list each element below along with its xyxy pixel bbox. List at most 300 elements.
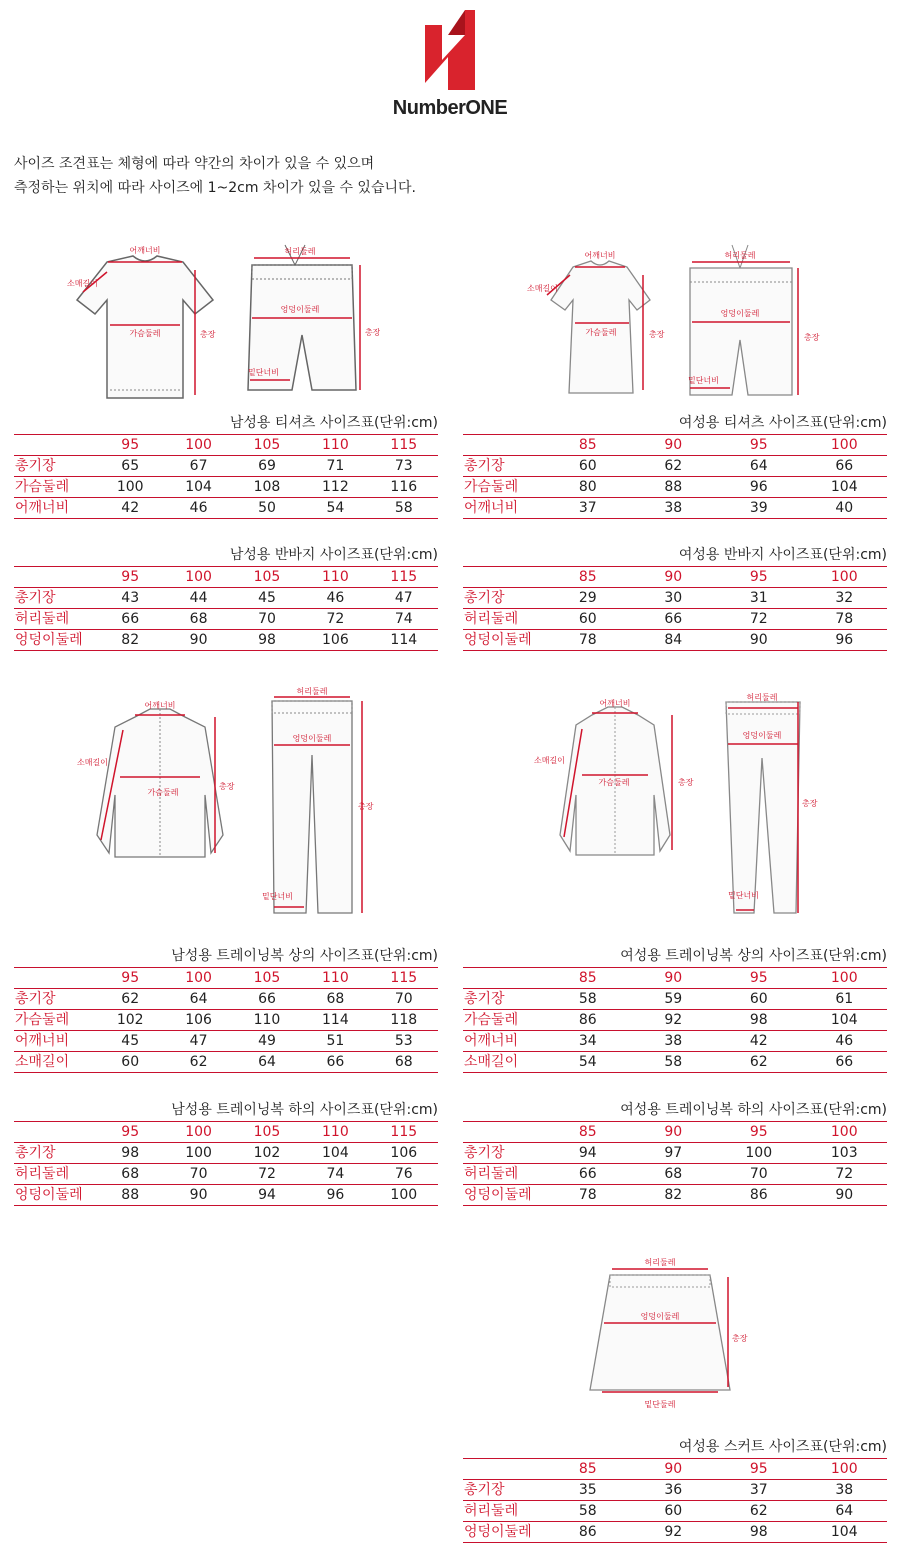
table-row bbox=[14, 989, 438, 1010]
table-row bbox=[14, 1164, 438, 1185]
table-row bbox=[14, 1185, 438, 1206]
table-women-training-top bbox=[463, 945, 887, 1073]
table-cell: 102 bbox=[253, 1145, 281, 1161]
size-header-cell: 95 bbox=[121, 1124, 140, 1140]
size-header-cell: 100 bbox=[185, 970, 212, 986]
table-row bbox=[14, 630, 438, 651]
table-cell: 100 bbox=[745, 1145, 773, 1161]
table-cell: 82 bbox=[664, 1187, 683, 1203]
table-cell: 70 bbox=[258, 611, 276, 627]
size-header-cell: 115 bbox=[390, 437, 418, 453]
row-label: 허리둘레 bbox=[464, 1166, 519, 1182]
table-cell: 60 bbox=[578, 458, 597, 474]
table-cell: 60 bbox=[664, 1503, 683, 1519]
table-cell: 72 bbox=[258, 1166, 276, 1182]
figure-women-tshirt bbox=[525, 245, 675, 405]
size-table bbox=[14, 434, 438, 519]
table-row bbox=[463, 630, 887, 651]
size-header-cell: 95 bbox=[121, 970, 140, 986]
notice-line-1: 사이즈 조견표는 체형에 따라 약간의 차이가 있을 수 있으며 bbox=[14, 156, 375, 172]
header-blank-cell bbox=[14, 435, 96, 456]
table-cell: 96 bbox=[835, 632, 854, 648]
label-waist: 허리둘레 bbox=[296, 687, 328, 696]
table-cell: 46 bbox=[835, 1033, 854, 1049]
header-blank-cell bbox=[14, 567, 96, 588]
table-cell: 98 bbox=[121, 1145, 140, 1161]
label-hip: 엉덩이둘레 bbox=[720, 309, 760, 318]
row-label: 총기장 bbox=[15, 1145, 56, 1161]
table-cell: 78 bbox=[578, 632, 597, 648]
table-cell: 37 bbox=[749, 1482, 768, 1498]
row-label: 가슴둘레 bbox=[464, 479, 519, 495]
table-cell: 50 bbox=[258, 500, 276, 516]
table-row bbox=[14, 1010, 438, 1031]
table-cell: 106 bbox=[322, 632, 349, 648]
table-cell: 69 bbox=[258, 458, 276, 474]
table-row bbox=[14, 588, 438, 609]
table-row bbox=[463, 1031, 887, 1052]
label-hem: 밑단너비 bbox=[688, 376, 719, 385]
table-header-row bbox=[463, 567, 887, 588]
label-sleeve: 소매길이 bbox=[534, 756, 565, 765]
row-label: 소매길이 bbox=[464, 1054, 519, 1070]
table-cell: 90 bbox=[749, 632, 768, 648]
table-cell: 68 bbox=[394, 1054, 413, 1070]
table-cell: 74 bbox=[326, 1166, 345, 1182]
table-cell: 64 bbox=[258, 1054, 276, 1070]
table-cell: 73 bbox=[394, 458, 413, 474]
brand-logo bbox=[370, 5, 530, 130]
table-cell: 42 bbox=[749, 1033, 768, 1049]
table-row bbox=[463, 477, 887, 498]
label-shoulder: 어깨너비 bbox=[584, 251, 616, 260]
table-cell: 100 bbox=[185, 1145, 212, 1161]
table-cell: 98 bbox=[258, 632, 276, 648]
table-row bbox=[463, 456, 887, 477]
table-row bbox=[463, 1522, 887, 1543]
size-header-cell: 90 bbox=[664, 569, 683, 585]
label-length: 총장 bbox=[358, 802, 374, 811]
table-cell: 114 bbox=[322, 1012, 349, 1028]
table-cell: 62 bbox=[189, 1054, 208, 1070]
table-cell: 70 bbox=[749, 1166, 768, 1182]
header-blank-cell bbox=[463, 567, 545, 588]
table-cell: 29 bbox=[578, 590, 597, 606]
size-table bbox=[463, 967, 887, 1073]
label-sleeve: 소매길이 bbox=[67, 279, 98, 288]
table-cell: 72 bbox=[749, 611, 768, 627]
size-table bbox=[14, 566, 438, 651]
table-cell: 104 bbox=[830, 1012, 858, 1028]
table-row bbox=[14, 1031, 438, 1052]
table-header-row bbox=[463, 1459, 887, 1480]
table-cell: 98 bbox=[749, 1524, 768, 1540]
table-cell: 68 bbox=[189, 611, 208, 627]
table-row bbox=[463, 498, 887, 519]
label-length: 총장 bbox=[804, 333, 820, 342]
size-table bbox=[463, 1121, 887, 1206]
label-length: 총장 bbox=[649, 330, 665, 339]
table-title: 여성용 반바지 사이즈표(단위:cm) bbox=[678, 547, 887, 563]
table-cell: 66 bbox=[835, 458, 854, 474]
label-length: 총장 bbox=[200, 330, 216, 339]
table-cell: 53 bbox=[394, 1033, 413, 1049]
row-label: 엉덩이둘레 bbox=[464, 1524, 532, 1540]
label-chest: 가슴둘레 bbox=[147, 788, 179, 797]
label-sleeve: 소매길이 bbox=[527, 284, 558, 293]
table-cell: 34 bbox=[578, 1033, 597, 1049]
row-label: 엉덩이둘레 bbox=[15, 632, 83, 648]
table-cell: 45 bbox=[258, 590, 276, 606]
size-table bbox=[14, 967, 438, 1073]
table-cell: 38 bbox=[664, 1033, 683, 1049]
size-header-cell: 110 bbox=[322, 970, 349, 986]
table-men-training-top bbox=[14, 945, 438, 1073]
table-cell: 96 bbox=[326, 1187, 345, 1203]
table-cell: 92 bbox=[664, 1524, 683, 1540]
notice-line-2: 측정하는 위치에 따라 사이즈에 1~2cm 차이가 있을 수 있습니다. bbox=[14, 180, 416, 196]
table-cell: 118 bbox=[390, 1012, 418, 1028]
table-cell: 104 bbox=[830, 479, 858, 495]
table-cell: 70 bbox=[189, 1166, 208, 1182]
header-blank-cell bbox=[463, 435, 545, 456]
size-header-cell: 100 bbox=[830, 569, 858, 585]
table-row bbox=[463, 1501, 887, 1522]
row-label: 허리둘레 bbox=[464, 1503, 519, 1519]
label-chest: 가슴둘레 bbox=[129, 329, 161, 338]
logo-mark-icon bbox=[370, 5, 530, 100]
figure-women-training-top bbox=[530, 695, 700, 865]
label-length: 총장 bbox=[678, 778, 694, 787]
table-row bbox=[463, 1010, 887, 1031]
table-title: 여성용 티셔츠 사이즈표(단위:cm) bbox=[678, 415, 887, 431]
table-cell: 108 bbox=[253, 479, 281, 495]
table-cell: 76 bbox=[394, 1166, 413, 1182]
table-women-tshirt bbox=[463, 412, 887, 519]
table-cell: 96 bbox=[749, 479, 768, 495]
label-hem: 밑단너비 bbox=[248, 368, 279, 377]
table-cell: 38 bbox=[835, 1482, 854, 1498]
table-cell: 90 bbox=[835, 1187, 854, 1203]
size-table bbox=[14, 1121, 438, 1206]
figure-women-training-bottom bbox=[712, 688, 832, 918]
table-cell: 40 bbox=[835, 500, 854, 516]
table-cell: 90 bbox=[189, 1187, 208, 1203]
table-cell: 68 bbox=[664, 1166, 683, 1182]
table-cell: 60 bbox=[749, 991, 768, 1007]
table-cell: 97 bbox=[664, 1145, 683, 1161]
table-cell: 116 bbox=[390, 479, 418, 495]
table-title: 남성용 트레이닝복 하의 사이즈표(단위:cm) bbox=[171, 1102, 438, 1118]
header-blank-cell bbox=[463, 968, 545, 989]
table-cell: 90 bbox=[189, 632, 208, 648]
table-cell: 98 bbox=[749, 1012, 768, 1028]
table-cell: 62 bbox=[749, 1503, 768, 1519]
row-label: 총기장 bbox=[15, 458, 56, 474]
size-header-cell: 85 bbox=[578, 1124, 597, 1140]
table-cell: 71 bbox=[326, 458, 345, 474]
figure-men-training-bottom bbox=[260, 685, 380, 920]
label-chest: 가슴둘레 bbox=[598, 778, 630, 787]
table-cell: 30 bbox=[664, 590, 683, 606]
table-cell: 42 bbox=[121, 500, 140, 516]
table-row bbox=[463, 1164, 887, 1185]
table-row bbox=[14, 498, 438, 519]
size-header-cell: 85 bbox=[578, 437, 597, 453]
table-cell: 72 bbox=[835, 1166, 854, 1182]
row-label: 가슴둘레 bbox=[15, 1012, 70, 1028]
table-cell: 86 bbox=[578, 1012, 597, 1028]
figure-women-skirt bbox=[580, 1255, 760, 1415]
table-cell: 35 bbox=[578, 1482, 597, 1498]
header-blank-cell bbox=[14, 968, 96, 989]
table-cell: 58 bbox=[578, 991, 597, 1007]
size-header-cell: 90 bbox=[664, 437, 683, 453]
table-cell: 104 bbox=[185, 479, 212, 495]
size-table bbox=[463, 1458, 887, 1543]
header-blank-cell bbox=[463, 1459, 545, 1480]
table-cell: 114 bbox=[390, 632, 418, 648]
size-header-cell: 95 bbox=[121, 437, 140, 453]
size-header-cell: 110 bbox=[322, 1124, 349, 1140]
size-header-cell: 95 bbox=[749, 1461, 768, 1477]
table-cell: 47 bbox=[189, 1033, 208, 1049]
table-cell: 80 bbox=[578, 479, 597, 495]
label-waist: 허리둘레 bbox=[724, 251, 756, 260]
table-cell: 110 bbox=[253, 1012, 281, 1028]
table-cell: 100 bbox=[116, 479, 144, 495]
size-notice bbox=[14, 152, 416, 200]
table-cell: 45 bbox=[121, 1033, 140, 1049]
table-cell: 66 bbox=[258, 991, 276, 1007]
table-cell: 54 bbox=[326, 500, 345, 516]
table-cell: 78 bbox=[578, 1187, 597, 1203]
table-cell: 62 bbox=[664, 458, 683, 474]
table-row bbox=[463, 1480, 887, 1501]
size-header-cell: 95 bbox=[749, 970, 768, 986]
table-row bbox=[463, 588, 887, 609]
size-table bbox=[463, 566, 887, 651]
table-cell: 60 bbox=[121, 1054, 140, 1070]
size-header-cell: 95 bbox=[749, 437, 768, 453]
figure-men-tshirt bbox=[55, 240, 225, 405]
row-label: 총기장 bbox=[15, 991, 56, 1007]
table-cell: 104 bbox=[830, 1524, 858, 1540]
table-cell: 37 bbox=[578, 500, 597, 516]
figure-men-training-top bbox=[75, 695, 245, 865]
table-title: 남성용 티셔츠 사이즈표(단위:cm) bbox=[229, 415, 438, 431]
label-sleeve: 소매길이 bbox=[77, 758, 108, 767]
row-label: 총기장 bbox=[15, 590, 56, 606]
table-cell: 68 bbox=[121, 1166, 140, 1182]
table-cell: 51 bbox=[326, 1033, 345, 1049]
size-header-cell: 115 bbox=[390, 569, 418, 585]
label-shoulder: 어깨너비 bbox=[599, 699, 631, 708]
table-cell: 60 bbox=[578, 611, 597, 627]
header-blank-cell bbox=[463, 1122, 545, 1143]
table-cell: 58 bbox=[664, 1054, 683, 1070]
size-header-cell: 110 bbox=[322, 437, 349, 453]
size-header-cell: 90 bbox=[664, 970, 683, 986]
row-label: 가슴둘레 bbox=[464, 1012, 519, 1028]
row-label: 어깨너비 bbox=[15, 1033, 70, 1049]
table-cell: 54 bbox=[578, 1054, 597, 1070]
table-cell: 78 bbox=[835, 611, 854, 627]
label-waist: 허리둘레 bbox=[746, 693, 778, 702]
row-label: 엉덩이둘레 bbox=[15, 1187, 83, 1203]
size-header-cell: 95 bbox=[749, 569, 768, 585]
table-cell: 88 bbox=[664, 479, 683, 495]
size-header-cell: 105 bbox=[253, 437, 281, 453]
table-title: 여성용 트레이닝복 상의 사이즈표(단위:cm) bbox=[620, 948, 887, 964]
table-cell: 38 bbox=[664, 500, 683, 516]
label-shoulder: 어깨너비 bbox=[144, 701, 176, 710]
row-label: 총기장 bbox=[464, 458, 505, 474]
table-women-shorts bbox=[463, 544, 887, 651]
table-cell: 62 bbox=[121, 991, 140, 1007]
table-cell: 58 bbox=[578, 1503, 597, 1519]
label-hip: 엉덩이둘레 bbox=[280, 305, 320, 314]
table-row bbox=[14, 609, 438, 630]
size-header-cell: 100 bbox=[830, 437, 858, 453]
table-cell: 66 bbox=[578, 1166, 597, 1182]
table-cell: 44 bbox=[189, 590, 208, 606]
row-label: 총기장 bbox=[464, 1145, 505, 1161]
size-header-cell: 105 bbox=[253, 970, 281, 986]
size-header-cell: 90 bbox=[664, 1124, 683, 1140]
table-cell: 104 bbox=[322, 1145, 349, 1161]
label-hip: 엉덩이둘레 bbox=[742, 731, 782, 740]
label-waist: 허리둘레 bbox=[644, 1258, 676, 1267]
table-row bbox=[14, 1143, 438, 1164]
table-row bbox=[463, 1185, 887, 1206]
table-title: 남성용 트레이닝복 상의 사이즈표(단위:cm) bbox=[171, 948, 438, 964]
table-cell: 72 bbox=[326, 611, 345, 627]
size-header-cell: 95 bbox=[121, 569, 140, 585]
table-cell: 102 bbox=[116, 1012, 144, 1028]
table-row bbox=[463, 609, 887, 630]
table-cell: 59 bbox=[664, 991, 683, 1007]
table-cell: 46 bbox=[326, 590, 345, 606]
size-header-cell: 100 bbox=[830, 1124, 858, 1140]
label-length: 총장 bbox=[219, 782, 235, 791]
table-title: 여성용 트레이닝복 하의 사이즈표(단위:cm) bbox=[620, 1102, 887, 1118]
size-header-cell: 90 bbox=[664, 1461, 683, 1477]
label-hem: 밑단너비 bbox=[262, 892, 293, 901]
size-header-cell: 85 bbox=[578, 569, 597, 585]
table-cell: 36 bbox=[664, 1482, 683, 1498]
table-cell: 74 bbox=[394, 611, 413, 627]
table-cell: 58 bbox=[394, 500, 413, 516]
table-header-row bbox=[463, 435, 887, 456]
label-chest: 가슴둘레 bbox=[585, 328, 617, 337]
table-row bbox=[463, 989, 887, 1010]
table-cell: 100 bbox=[390, 1187, 418, 1203]
table-cell: 49 bbox=[258, 1033, 276, 1049]
label-length: 총장 bbox=[802, 799, 818, 808]
table-title: 여성용 스커트 사이즈표(단위:cm) bbox=[678, 1439, 887, 1455]
table-header-row bbox=[463, 1122, 887, 1143]
size-header-cell: 100 bbox=[830, 1461, 858, 1477]
table-cell: 94 bbox=[578, 1145, 597, 1161]
size-header-cell: 100 bbox=[185, 1124, 212, 1140]
table-header-row bbox=[14, 567, 438, 588]
figure-men-shorts bbox=[240, 240, 380, 405]
size-header-cell: 95 bbox=[749, 1124, 768, 1140]
table-cell: 84 bbox=[664, 632, 683, 648]
table-cell: 39 bbox=[749, 500, 768, 516]
table-row bbox=[14, 456, 438, 477]
table-men-shorts bbox=[14, 544, 438, 651]
header-blank-cell bbox=[14, 1122, 96, 1143]
table-row bbox=[14, 477, 438, 498]
row-label: 소매길이 bbox=[15, 1054, 70, 1070]
size-header-cell: 85 bbox=[578, 970, 597, 986]
table-cell: 106 bbox=[185, 1012, 212, 1028]
size-header-cell: 100 bbox=[185, 437, 212, 453]
table-cell: 88 bbox=[121, 1187, 140, 1203]
table-cell: 64 bbox=[749, 458, 768, 474]
table-cell: 46 bbox=[189, 500, 208, 516]
table-title: 남성용 반바지 사이즈표(단위:cm) bbox=[229, 547, 438, 563]
table-header-row bbox=[14, 1122, 438, 1143]
table-cell: 31 bbox=[749, 590, 768, 606]
size-header-cell: 105 bbox=[253, 1124, 281, 1140]
table-row bbox=[463, 1052, 887, 1073]
label-shoulder: 어깨너비 bbox=[129, 246, 161, 255]
size-header-cell: 100 bbox=[185, 569, 212, 585]
row-label: 엉덩이둘레 bbox=[464, 1187, 532, 1203]
row-label: 총기장 bbox=[464, 1482, 505, 1498]
size-header-cell: 105 bbox=[253, 569, 281, 585]
row-label: 어깨너비 bbox=[464, 1033, 519, 1049]
row-label: 허리둘레 bbox=[15, 611, 70, 627]
row-label: 어깨너비 bbox=[464, 500, 519, 516]
size-header-cell: 100 bbox=[830, 970, 858, 986]
table-cell: 61 bbox=[835, 991, 854, 1007]
size-header-cell: 115 bbox=[390, 1124, 418, 1140]
table-row bbox=[463, 1143, 887, 1164]
table-header-row bbox=[14, 435, 438, 456]
label-length: 총장 bbox=[365, 328, 380, 337]
table-cell: 68 bbox=[326, 991, 345, 1007]
row-label: 총기장 bbox=[464, 590, 505, 606]
label-hip: 엉덩이둘레 bbox=[292, 734, 332, 743]
table-header-row bbox=[14, 968, 438, 989]
row-label: 허리둘레 bbox=[15, 1166, 70, 1182]
label-hip: 엉덩이둘레 bbox=[640, 1312, 680, 1321]
table-cell: 64 bbox=[835, 1503, 854, 1519]
label-hem: 밑단너비 bbox=[728, 891, 759, 900]
table-men-tshirt bbox=[14, 412, 438, 519]
label-waist: 허리둘레 bbox=[284, 247, 316, 256]
table-cell: 92 bbox=[664, 1012, 683, 1028]
table-cell: 66 bbox=[664, 611, 683, 627]
table-cell: 65 bbox=[121, 458, 140, 474]
size-header-cell: 110 bbox=[322, 569, 349, 585]
table-cell: 82 bbox=[121, 632, 140, 648]
table-cell: 67 bbox=[189, 458, 208, 474]
size-table bbox=[463, 434, 887, 519]
table-cell: 66 bbox=[326, 1054, 345, 1070]
table-cell: 70 bbox=[394, 991, 413, 1007]
label-hem: 밑단둘레 bbox=[644, 1400, 676, 1409]
table-women-skirt bbox=[463, 1436, 887, 1543]
row-label: 가슴둘레 bbox=[15, 479, 70, 495]
table-cell: 66 bbox=[121, 611, 140, 627]
table-cell: 64 bbox=[189, 991, 208, 1007]
figure-women-shorts bbox=[680, 240, 830, 405]
